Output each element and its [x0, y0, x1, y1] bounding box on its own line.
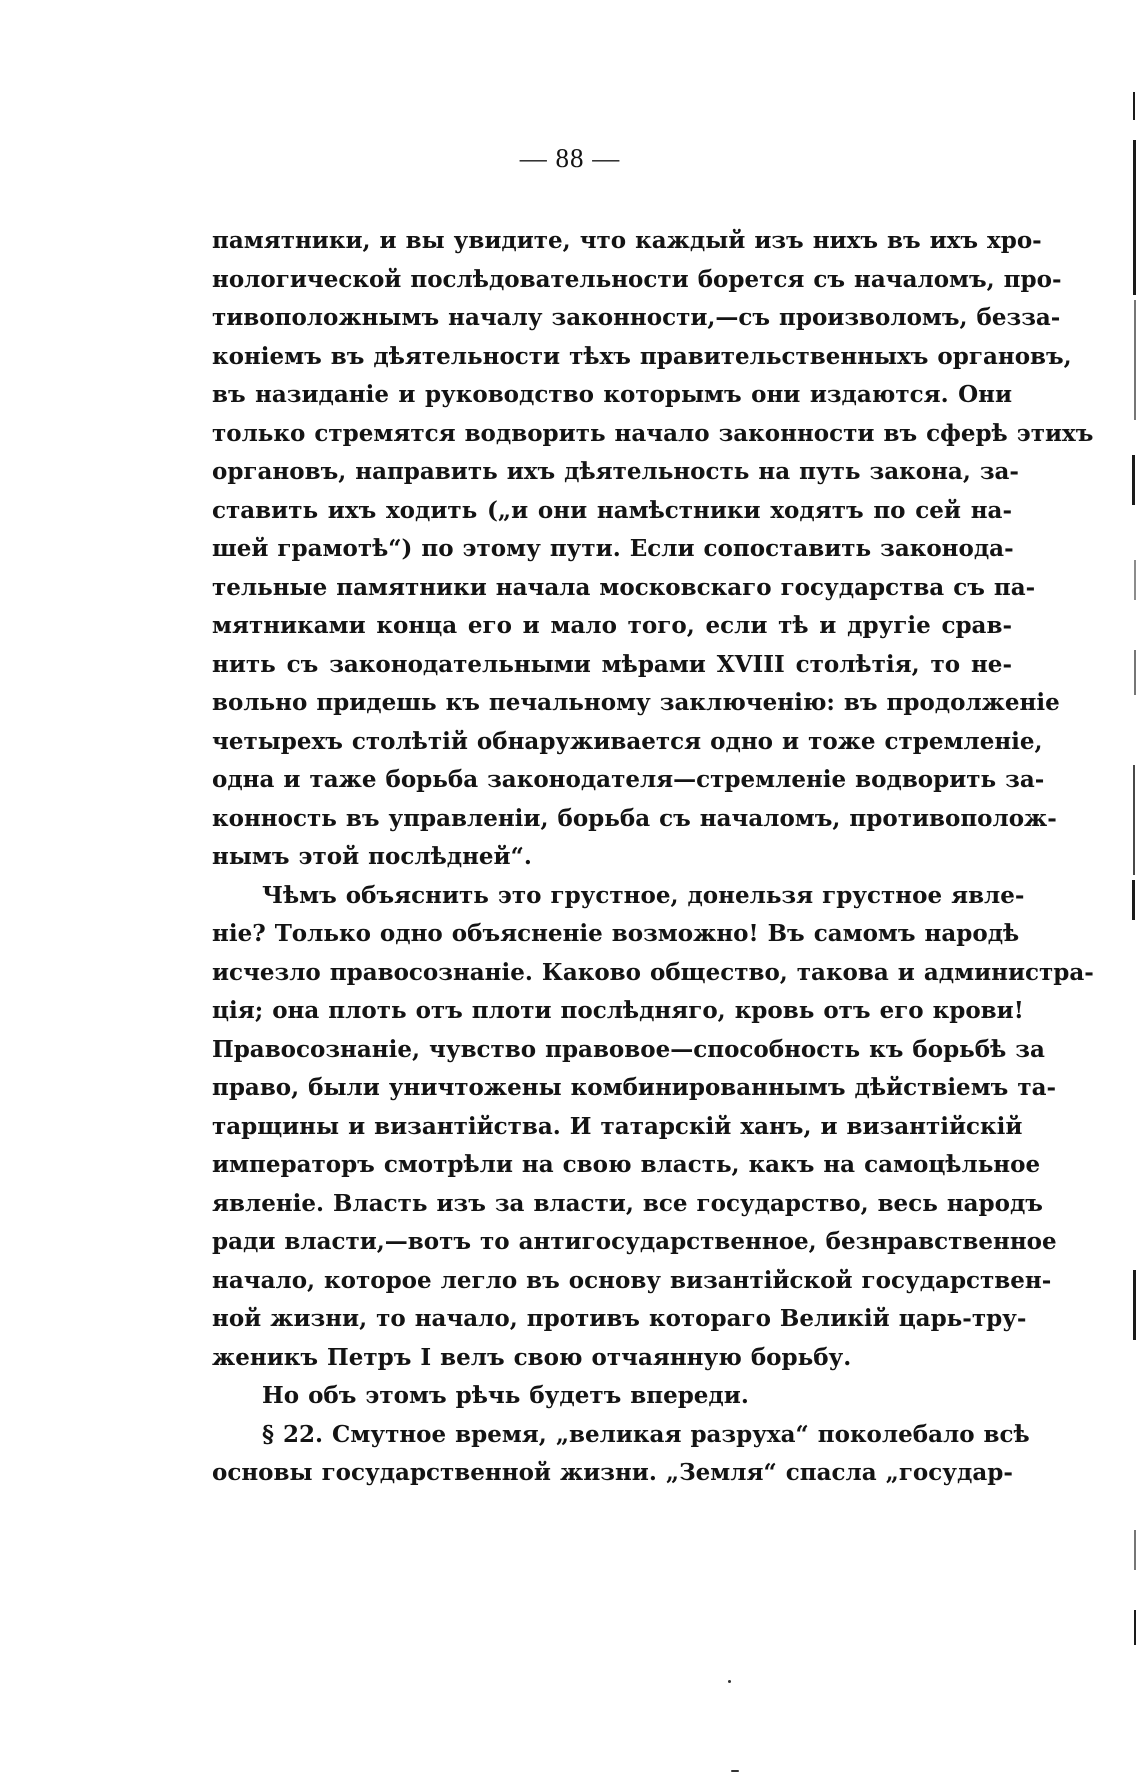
- text-line: только стремятся водворить начало законности въ сферѣ этихъ: [212, 419, 1094, 447]
- text-line: четырехъ столѣтій обнаруживается одно и тоже стремленіе,: [212, 727, 1043, 755]
- text-line: основы государственной жизни. „Земля“ спасла „государ-: [212, 1459, 1013, 1486]
- scan-edge-mark: [1132, 880, 1135, 920]
- text-line: органовъ, направить ихъ дѣятельность на путь закона, за-: [212, 458, 1019, 485]
- scan-edge-mark: [1134, 1530, 1136, 1570]
- text-line: начало, которое легло въ основу византійской государствен-: [212, 1266, 1052, 1294]
- scan-edge-mark: [1133, 765, 1135, 875]
- text-line: императоръ смотрѣли на свою власть, какъ на самоцѣльное: [212, 1151, 1041, 1178]
- text-line: нить съ законодательными мѣрами XVIII столѣтія, то не-: [212, 650, 1012, 678]
- paragraph: [212, 877, 1094, 1378]
- scan-edge-mark: [1133, 92, 1135, 120]
- body-text: [212, 222, 1094, 1493]
- text-line: коніемъ въ дѣятельности тѣхъ правительственныхъ органовъ,: [212, 342, 1072, 370]
- text-line: шей грамотѣ“) по этому пути. Если сопоставить законода-: [212, 535, 1014, 562]
- text-line: тивоположнымъ началу законности,—съ произволомъ, безза-: [212, 304, 1061, 331]
- text-line: тельные памятники начала московскаго государства съ па-: [212, 573, 1036, 601]
- text-line: право, были уничтожены комбинированнымъ дѣйствіемъ та-: [212, 1074, 1057, 1101]
- page-number: — 88 —: [519, 143, 621, 173]
- scan-edge-mark: [1134, 650, 1136, 695]
- text-line: ради власти,—вотъ то антигосударственное, безнравственное: [212, 1228, 1057, 1255]
- text-line: ніе? Только одно объясненіе возможно! Въ самомъ народѣ: [212, 920, 1020, 947]
- text-line: ставить ихъ ходить („и они намѣстники ходятъ по сей на-: [212, 496, 1012, 524]
- paragraph: [212, 1416, 1030, 1493]
- scan-edge-mark: [1133, 140, 1136, 295]
- scan-edge-mark: [1133, 1270, 1136, 1340]
- text-line: исчезло правосознаніе. Каково общество, такова и администра-: [212, 958, 1094, 986]
- text-line: Чѣмъ объяснить это грустное, донельзя грустное явле-: [262, 881, 1025, 909]
- scan-edge-mark: [1132, 455, 1135, 505]
- text-line: нымъ этой послѣдней“.: [212, 843, 532, 870]
- text-line: ція; она плоть отъ плоти послѣдняго, кровь отъ его крови!: [212, 997, 1024, 1024]
- paragraph: [212, 222, 1094, 877]
- text-line: въ назиданіе и руководство которымъ они издаются. Они: [212, 381, 1012, 408]
- text-line: нологической послѣдовательности борется съ началомъ, про-: [212, 265, 1062, 293]
- scan-speck: [731, 1770, 739, 1772]
- scan-edge-mark: [1134, 300, 1136, 420]
- text-line: мятниками конца его и мало того, если тѣ и другіе срав-: [212, 612, 1012, 639]
- text-line: Правосознаніе, чувство правовое—способность къ борьбѣ за: [212, 1035, 1045, 1063]
- text-line: вольно придешь къ печальному заключенію: въ продолженіе: [212, 689, 1060, 716]
- scan-speck: [728, 1680, 731, 1683]
- text-line: явленіе. Власть изъ за власти, все государство, весь народъ: [212, 1189, 1043, 1217]
- scan-edge-mark: [1134, 1610, 1136, 1645]
- text-line: женикъ Петръ I велъ свою отчаянную борьбу.: [212, 1343, 852, 1371]
- text-line: тарщины и византійства. И татарскій ханъ, и византійскій: [212, 1112, 1023, 1140]
- text-line: одна и таже борьба законодателя—стремленіе водворить за-: [212, 766, 1045, 793]
- scan-edge-mark: [1134, 560, 1136, 600]
- text-line: конность въ управленіи, борьба съ началомъ, противополож-: [212, 804, 1057, 832]
- text-line: памятники, и вы увидите, что каждый изъ нихъ въ ихъ хро-: [212, 227, 1042, 254]
- paragraph: [212, 1377, 1012, 1416]
- text-line: Но объ этомъ рѣчь будетъ впереди.: [262, 1382, 749, 1409]
- text-line: ной жизни, то начало, противъ котораго Великій царь-тру-: [212, 1305, 1027, 1332]
- text-line: § 22. Смутное время, „великая разруха“ поколебало всѣ: [262, 1420, 1030, 1448]
